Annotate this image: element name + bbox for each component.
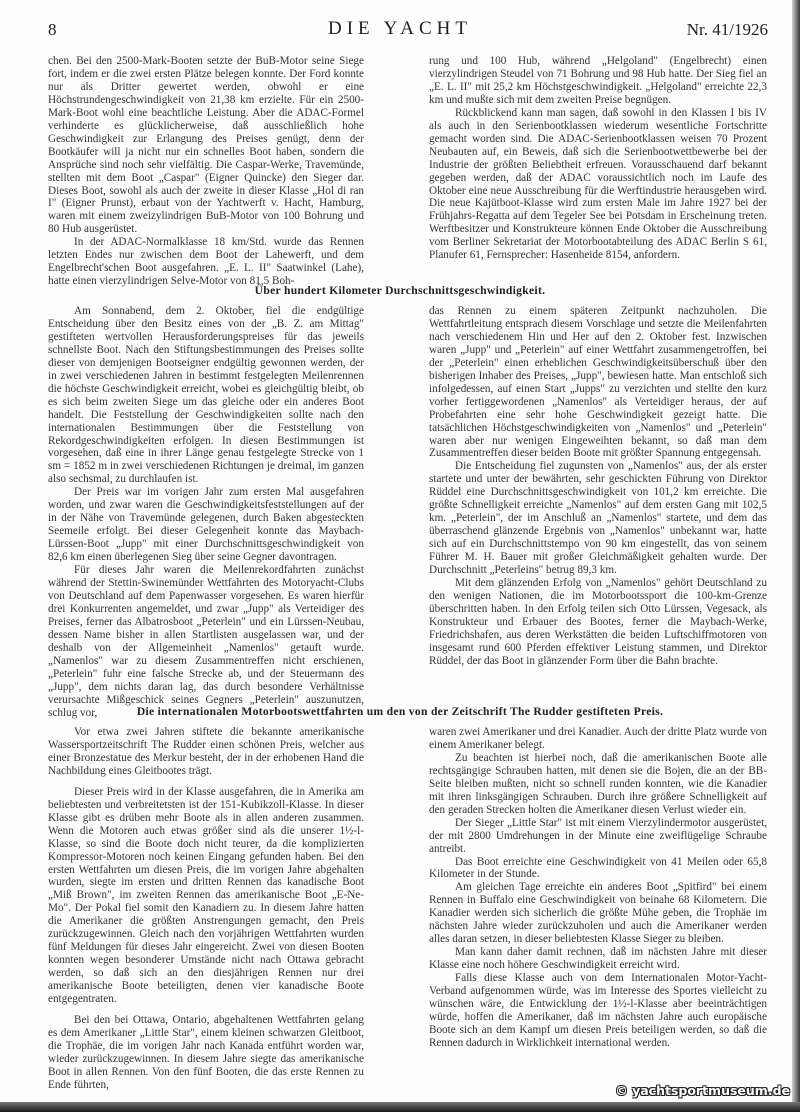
paragraph: Die Entscheidung fiel zugunsten von „Namenlos" aus, der als erster startete und unter der bewährten, sehr geschickten Führung von Direktor Rüddel eine Durchschnittsgeschwindigkeit von 101,2 km erreichte. Die größte Schnelligkeit erreichte „Namenlos" auf dem ersten Gang mit 102,5 km. „Peterlein", der im Anschluß an „Namenlos" startete, und dem das überraschend glänzende Ergebnis von „Namenlos" unbekannt war, hatte sich auf ein Durchschnittstempo von 90 km eingestellt, das von seinem Führer M. H. Bauer mit großer Gleichmäßigkeit gehalten wurde. Der Durchschnitt „Peterleins" betrug 89,3 km.: [429, 460, 767, 577]
page-edge-shadow: [792, 0, 800, 1112]
paragraph: das Rennen zu einem späteren Zeitpunkt nachzuholen. Die Wettfahrtleitung entsprach diesem Vorschlage und setzte die Meilenfahrten nach verschiedenem Hin und Her auf den 2. Oktober fest. Inzwischen waren „Jupp" und „Peterlein" auf einer Wettfahrt zusammengetroffen, bei der „Peterlein" einen erheblichen Geschwindigkeitsüberschuß über den bisherigen Inhaber des Preises, „Jupp", bewiesen hatte. Man entschloß sich infolgedessen, auf einen Start „Jupps" zu verzichten und stellte den kurz vorher fertiggewordenen „Namenlos" als Verteidiger heraus, der auf Probefahrten eine sehr hohe Geschwindigkeit gezeigt hatte. Die tatsächlichen Höchstgeschwindigkeiten von „Namenlos" und „Peterlein" waren aber nur wenigen Eingeweihten bekannt, so daß man dem Zusammentreffen dieser beiden Boote mit größter Spannung entgegensah.: [429, 305, 767, 460]
paragraph: Der Sieger „Little Star" ist mit einem Vierzylindermotor ausgerüstet, der mit 2800 Umdrehungen in der Minute eine zweiflügelige Schraube antreibt.: [429, 816, 767, 855]
paragraph: Dieser Preis wird in der Klasse ausgefahren, die in Amerika am beliebtesten und verbreitetsten ist der 151-Kubikzoll-Klasse. In dieser Klasse gibt es drüben mehr Boote als in allen anderen zusammen. Wenn die Motoren auch etwas größer sind als die unserer 1½-l-Klasse, so sind die Boote doch nicht teurer, da die komplizierten Kompressor-Motoren noch keinen Eingang gefunden haben. Bei den ersten Wettfahrten um diesen Preis, die im vorigen Jahre abgehalten wurden, siegte im ersten und dritten Rennen das kanadische Boot „Miß Brown", im zweiten Rennen das amerikanische Boot „E-Ne-Mo". Der Pokal fiel somit den Kanadiern zu. In diesem Jahre hatten die Amerikaner die größten Anstrengungen gemacht, den Preis zurückzugewinnen. Gleich nach den vorjährigen Wettfahrten wurden fünf Meldungen für dieses Jahr eingereicht. Zwei von diesen Booten konnten wegen besonderer Umstände nicht nach Ottawa gebracht werden, so daß sich an den diesjährigen Rennen nur drei amerikanische Boote beteiligten, denen vier kanadische Boote entgegentraten.: [48, 785, 364, 1006]
paragraph: Rückblickend kann man sagen, daß sowohl in den Klassen I bis IV als auch in den Serienbootklassen wiederum wesentliche Fortschritte gemacht worden sind. Die ADAC-Serienbootklassen weisen 70 Prozent Neubauten auf, ein Beweis, daß sich die Serienbootwettbewerbe bei der Industrie der größten Beliebtheit erfreuen. Vorausschauend darf bekannt gegeben werden, daß der ADAC voraussichtlich noch im Laufe des Oktober eine neue Ausschreibung für die Werftindustrie herausgeben wird. Die neue Kajütboot-Klasse wird zum ersten Male im Jahre 1927 bei der Frühjahrs-Regatta auf dem Tegeler See bei Potsdam in Erscheinung treten. Werftbesitzer und Konstrukteure können Ende Oktober die Ausschreibung vom Berliner Sekretariat der Motorbootabteilung des ADAC Berlin S 61, Planufer 61, Fernsprecher: Hasenheide 8154, anfordern.: [429, 106, 767, 262]
paragraph: In der ADAC-Normalklasse 18 km/Std. wurde das Rennen letzten Endes nur zwischen dem Boot der Lahewerft, und dem Engelbrecht'schen Boot ausgefahren. „E. L. II" Saatwinkel (Lahe), hatte einen vierzylindrigen Selve-Motor von 81,5 Boh-: [48, 236, 364, 288]
article2-left-column: [48, 305, 364, 720]
page-number: 8: [48, 20, 57, 39]
paragraph: Am gleichen Tage erreichte ein anderes Boot „Spitfird" bei einem Rennen in Buffalo eine Geschwindigkeit von beinahe 68 Kilometern. Die Kanadier werden sich sicherlich die größte Mühe geben, die Trophäe im nächsten Jahre wieder zurückzuholen und auch die Amerikaner werden alles daran setzen, in dieser beliebtesten Klasse Sieger zu bleiben.: [429, 881, 767, 946]
paragraph: rung und 100 Hub, während „Helgoland" (Engelbrecht) einen vierzylindrigen Steudel von 71 Bohrung und 98 Hub hatte. Der Sieg fiel an „E. L. II" mit 25,2 km Höchstgeschwindigkeit. „Helgoland" erreichte 22,3 km und mußte sich mit dem zweiten Preise begnügen.: [429, 55, 767, 106]
article2-right-column: [429, 305, 767, 668]
paragraph: Falls diese Klasse auch von dem Internationalen Motor-Yacht-Verband aufgenommen würde, was im Interesse des Sportes vielleicht zu wünschen wäre, die Entwicklung der 1½-l-Klasse aber beeinträchtigen würde, hoffen die Amerikaner, daß im nächsten Jahre auch europäische Boote sich an dem Kampf um diesen Preis beteiligen werden, so daß die Rennen dadurch in Wirklichkeit international werden.: [429, 972, 767, 1049]
paragraph: Für dieses Jahr waren die Meilenrekordfahrten zunächst während der Stettin-Swinemünder Wettfahrten des Motoryacht-Clubs von Deutschland auf dem Papenwasser vorgesehen. Es waren hierfür drei Konkurrenten angemeldet, und zwar „Jupp" als Verteidiger des Preises, ferner das Albatrosboot „Peterlein" und ein Lürssen-Neubau, dessen Name bisher in allen Startlisten ausgelassen war, und der deshalb von der Allgemeinheit „Namenlos" getauft wurde. „Namenlos" war zu diesem Zusammentreffen nicht erschienen, „Peterlein" fuhr eine falsche Strecke ab, und der Steuermann des „Jupp", dem nichts daran lag, das durch besondere Verhältnisse verursachte Mißgeschick seines Gegners „Peterlein" auszunutzen, schlug vor,: [48, 564, 364, 719]
paragraph: Zu beachten ist hierbei noch, daß die amerikanischen Boote alle rechtsgängige Schrauben hatten, mit denen sie die Bojen, die an der BB-Seite bleiben mußten, nicht so schnell runden konnten, wie die Kanadier mit ihren linksgängigen Schrauben. Durch ihre größere Schnelligkeit auf den geraden Strecken holten die Amerikaner diesen Verlust wieder ein.: [429, 751, 767, 816]
paragraph: Das Boot erreichte eine Geschwindigkeit von 41 Meilen oder 65,8 Kilometer in der Stunde.: [429, 855, 767, 881]
paragraph: Der Preis war im vorigen Jahr zum ersten Mal ausgefahren worden, und zwar waren die Geschwindigkeitsfeststellungen auf der in der Nähe von Travemünde gelegenen, durch Baken abgesteckten Seemeile erfolgt. Bei dieser Gelegenheit konnte das Maybach-Lürssen-Boot „Jupp" mit einer Durchschnittsgeschwindigkeit von 82,6 km einen überlegenen Sieg über seine Gegner davontragen.: [48, 486, 364, 564]
paragraph: Man kann daher damit rechnen, daß im nächsten Jahre mit dieser Klasse eine noch höhere Geschwindigkeit erreicht wird.: [429, 946, 767, 972]
article1-left-column: [48, 55, 364, 288]
paragraph: Bei den bei Ottawa, Ontario, abgehaltenen Wettfahrten gelang es dem Amerikaner „Little Star", einem kleinen schwarzen Gleitboot, die Trophäe, die im vorigen Jahr nach Kanada entführt worden war, wieder zurückzugewinnen. In diesem Jahre siegte das amerikanische Boot in allen Rennen. Von den fünf Booten, die das erste Rennen zu Ende führten,: [48, 1014, 364, 1091]
page-bottom-edge: [0, 1102, 800, 1112]
paragraph: Vor etwa zwei Jahren stiftete die bekannte amerikanische Wassersportzeitschrift The Rudder einen schönen Preis, welcher aus einer Bronzestatue des Merkur besteht, der in der erhobenen Hand die Nachbildung eines Gleitbootes trägt.: [48, 726, 364, 777]
masthead: DIE YACHT: [327, 18, 473, 39]
issue-number: Nr. 41/1926: [686, 20, 768, 39]
paragraph: Am Sonnabend, dem 2. Oktober, fiel die endgültige Entscheidung über den Besitz eines von der „B. Z. am Mittag" gestifteten wertvollen Herausforderungspreises für das jeweils schnellste Boot. Nach den Stiftungsbestimmungen des Preises sollte dieser von demjenigen Bootseigner endgültig gewonnen werden, der in zwei verschiedenen Jahren in bestimmt festgelegten Meilenrennen die höchste Geschwindigkeit erreicht, wobei es gleichgültig bleibt, ob es sich beim zweiten Siege um das gleiche oder ein anderes Boot handelt. Die Feststellung der Geschwindigkeiten sollte nach den internationalen Bestimmungen über die Feststellung von Rekordgeschwindigkeiten erfolgen. In diesen Bestimmungen ist vorgesehen, daß eine in ihrer Länge genau festgelegte Strecke von 1 sm = 1852 m in zwei verschiedenen Richtungen je dreimal, im ganzen also sechsmal, zu durchlaufen ist.: [48, 305, 364, 486]
article2-headline: Über hundert Kilometer Durchschnittsgeschwindigkeit.: [254, 284, 546, 297]
article3-headline: Die internationalen Motorbootswettfahrten um den von der Zeitschrift The Rudder gestifteten Preis.: [136, 705, 664, 718]
article3-right-column: [429, 726, 767, 1050]
article1-right-column: [429, 55, 767, 262]
paragraph: chen. Bei den 2500-Mark-Booten setzte der BuB-Motor seine Siege fort, indem er die zwei ersten Plätze belegen konnte. Der Ford konnte nur als Dritter gewertet werden, obwohl er eine Höchstrundengeschwindigkeit von 21,38 km erzielte. Für ein 2500-Mark-Boot wohl eine beachtliche Leistung. Aber die ADAC-Formel verhinderte es glücklicherweise, daß ausschließlich hohe Geschwindigkeit zur Erlangung des Preises genügt, denn der Bootkäufer will ja nicht nur ein schnelles Boot haben, sondern die Ansprüche sind noch sehr vielfältig. Die Caspar-Werke, Travemünde, stellten mit dem Boot „Caspar" (Eigner Quincke) den Sieger dar. Dieses Boot, sowohl als auch der zweite in dieser Klasse „Hol di ran I" (Eigner Prunst), erbaut von der Yachtwerft v. Hacht, Hamburg, waren mit einem zweizylindrigen BuB-Motor von 100 Bohrung und 80 Hub ausgerüstet.: [48, 55, 364, 236]
paragraph: Mit dem glänzenden Erfolg von „Namenlos" gehört Deutschland zu den wenigen Nationen, die im Motorbootssport die 100-km-Grenze überschritten haben. In den Erfolg teilen sich Otto Lürssen, Vegesack, als Konstrukteur und Erbauer des Bootes, ferner die Maybach-Werke, Friedrichshafen, aus deren Werkstätten die beiden Luftschiffmotoren von insgesamt rund 600 Pferden effektiver Leistung stammen, und Direktor Rüddel, der das Boot in glänzender Form über die Bahn brachte.: [429, 577, 767, 667]
copyright-watermark: © yachtsportmuseum.de: [615, 1083, 790, 1098]
paragraph: waren zwei Amerikaner und drei Kanadier. Auch der dritte Platz wurde von einem Amerikaner belegt.: [429, 726, 767, 751]
article3-left-column: [48, 726, 364, 1092]
